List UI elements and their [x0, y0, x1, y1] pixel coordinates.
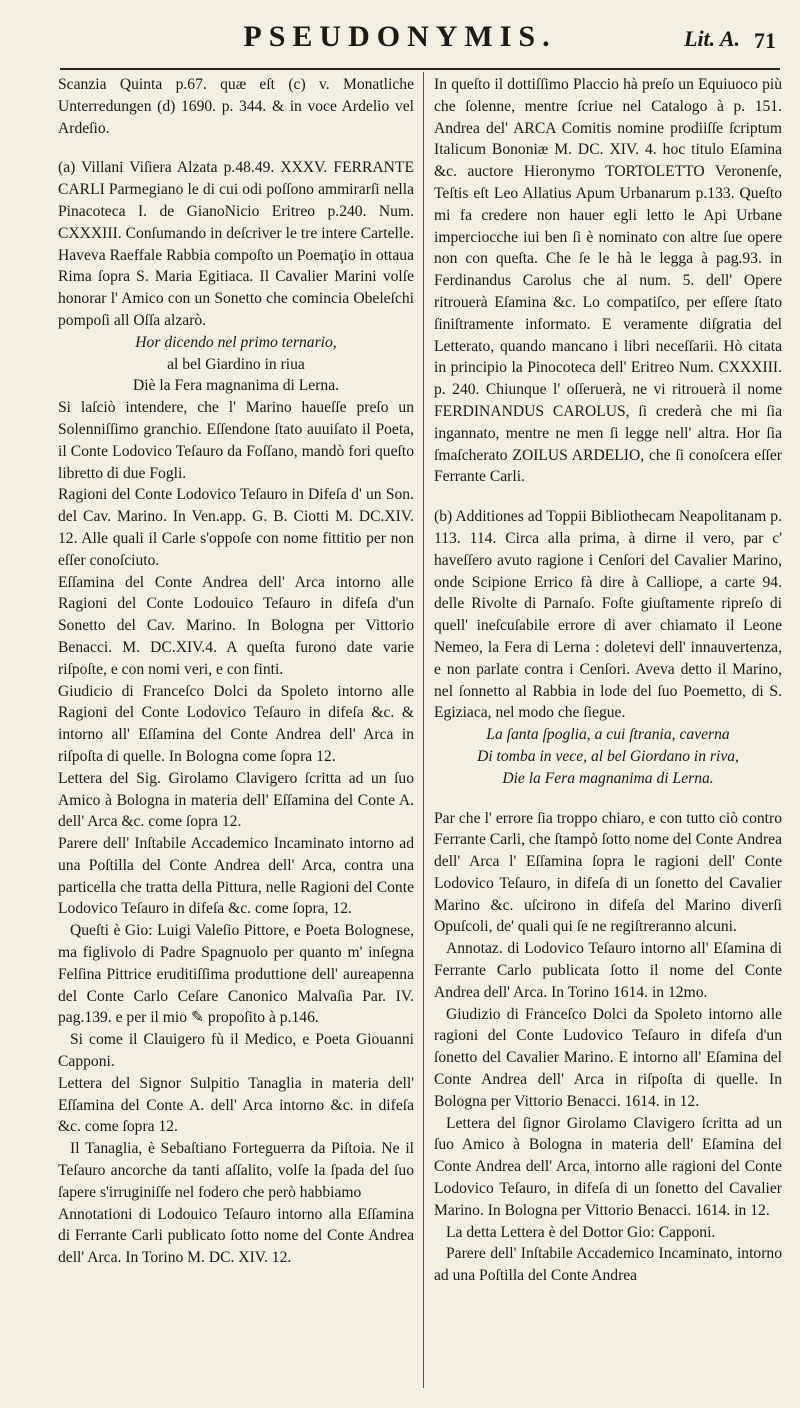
note-valesio: Queſti è Gio: Luigi Valeſio Pittore, e Poeta Bolognese, ma figlivolo di Padre Spagnuolo per quanto m' inſegna Felſina Pittrice eruditiſſima produttione dell' aureapenna del Conte Carlo Ceſare Canonico Malvaſia Par. IV. pag.139. e per il mio ✎ propoſito à p.146.	[58, 922, 414, 1027]
page-number: 71	[754, 28, 776, 53]
entry-giudicio: Giudicio di Franceſco Dolci da Spoleto intorno alle Ragioni del Conte Lodovico Teſauro in difeſa &c. & intorno all' Eſſamina del Conte Andrea dell' Arca in riſpoſta di quelle. In Bologna come ſopra 12.	[58, 682, 414, 765]
footnote-b: (b) Additiones ad Toppii Bibliothecam Neapolitanam p. 113. 114. Circa alla prima, à dirne il vero, par c' haveſſero avuto ragione i Cenſori del Cavalier Marino, onde Scipione Errico fà dire à Calliope, a carte 94. delle Rivolte di Parnaſo. Foſte giuſtamente ripreſo di quell' ineſcuſabile errore di aver chiamato il Leone Nemeo, la Fera di Lerna : doletevi dell' innauvertenza, e non parlate contra i Cenſori. Aveva detto il Marino, nel ſonnetto al Rabbia in lode del ſuo Poemetto, di S. Egiziaca, nel modo che ſiegue.	[434, 508, 782, 722]
quoted-sonnet	[434, 724, 782, 789]
note-clavigero: Si come il Clauigero fù il Medico, e Poeta Giouanni Capponi.	[58, 1031, 414, 1071]
note-capponi: La detta Lettera è del Dottor Gio: Capponi.	[446, 1223, 716, 1241]
quoted-verse-line-2: al bel Giardino in riua	[167, 355, 305, 373]
entry-essamina: Eſſamina del Conte Andrea dell' Arca intorno alle Ragioni del Conte Lodouico Teſauro in difeſa d'un Sonetto del Cav. Marino. In Bologna per Vittorio Benacci. M. DC.XIV.4. A queſta furono date varie riſpoſte, e con nomi veri, e con finti.	[58, 573, 414, 678]
column-divider	[423, 72, 424, 1388]
left-paragraph-3: Si laſciò intendere, che l' Marino haueſſe preſo un Solenniſſimo granchio. Eſſendone ſtato auuiſato il Poeta, il Conte Lodovico Teſauro da Foſſano, mandò fori queſto libretto di due Fogli.	[58, 399, 414, 482]
left-column	[58, 74, 414, 1269]
section-mark: Lit. A.	[684, 26, 741, 51]
running-title: PSEUDONYMIS.	[243, 20, 557, 53]
footnote-a: (a) Villani Viſiera Alzata p.48.49. XXXV. FERRANTE CARLI Parmegiano le di cui odi poſſono ammirarſi nella Pinacoteca I. de GianoNicio Eritreo p.240. Num. CXXXIII. Conſumando in deſcriver le tre intere Cartelle. Haveva Raeffale Rabbia compoſto un Poemaţio in ottaua Rima ſopra S. Maria Egitiaca. Il Cavalier Marini volſe honorar l' Amico con un Sonetto che comincia Obeleſchi pompoſi all Oſſa alzarò.	[58, 159, 414, 329]
note-tanaglia: Il Tanaglia, è Sebaſtiano Forteguerra da Piſtoia. Ne il Teſauro ancorche da tanti aſſalito, volſe la ſpada del ſuo ſapere s'irruginiſſe nel fodero che però habbiamo	[58, 1140, 414, 1201]
entry-giudizio: Giudizio di Franceſco Dolci da Spoleto intorno alle ragioni del Conte Ludovico Teſauro in difeſa d'un ſonetto del Cavalier Marino. E intorno all' Eſamina del Conte Andrea dell' Arca in riſpoſta di quelle. In Bologna per Vittorio Benacci. 1614. in 12.	[434, 1005, 782, 1110]
sonnet-line-1: La ſanta ſpoglia, a cui ſtrania, caverna	[486, 726, 730, 744]
entry-annotaz: Annotaz. di Lodovico Teſauro intorno all' Eſamina di Ferrante Carlo publicata ſotto il nome del Conte Andrea dell' Arca. In Torino 1614. in 12mo.	[434, 940, 782, 1001]
right-paragraph-3: Par che l' errore ſia troppo chiaro, e con tutto ciò contro Ferrante Carli, che ſtampò ſotto nome del Conte Andrea dell' Arca l' Eſſamina ſopra le ragioni dell' Conte Lodovico Teſauro, in difeſa di un ſonetto del Cavalier Marino &c. uſcirono in difeſa del Marino diverſi Opuſcoli, de' quali qui ſe ne regiſtreranno alcuni.	[434, 809, 782, 936]
entry-ragioni: Ragioni del Conte Lodovico Teſauro in Difeſa d' un Son. del Cav. Marino. In Ven.app. G. B. Ciotti M. DC.XIV. 12. Alle quali il Carle s'oppoſe con nome fittitio per non eſſer conoſciuto.	[58, 486, 414, 569]
right-paragraph-1: In queſto il dottiſſimo Placcio hà preſo un Equiuoco più che ſolenne, mentre ſcriue nel Catalogo à p. 151. Andrea del' ARCA Comitis nomine prodiiſſe ſcriptum Italicum Bononiæ M. DC. XIV. 4. hoc titulo Eſamina &c. auctore Hieronymo TORTOLETTO Veronenſe, Teſtis eſt Leo Allatius Apum Urbanarum p.133. Queſto mi fa credere non hauer egli letto le Api Urbane imperciocche iui ben ſi è nominato con altre ſue opere non con queſta. Che ſe le hà le legga à pag.93. in Ferdinandus Carolus che al num. 5. dell' Opere ritrouerà Eſamina &c. Lo compatiſco, per eſſere ſtato ſiniſtramente informato. E veramente diſgratia del Letterato, quando mancano i libri neceſſarii. Hò citata in principio la Pinocoteca dell' Eritreo Num. CXXXIII. p. 240. Chiunque l' oſſeruerà, ne vi ritrouerà il nome FERDINANDUS CAROLUS, ſi crederà che mi ſia ingannato, mentre ne men ſi legge nell' altra. Hor ſia ſmaſcherato ZOILUS ARDELIO, che ſi conoſcera eſſer Ferrante Carli.	[434, 76, 782, 486]
sonnet-line-2: Di tomba in vece, al bel Giordano in riva,	[477, 747, 739, 765]
entry-lettera: Lettera del ſignor Girolamo Clavigero ſcritta ad un ſuo Amico à Bologna in materia dell' Eſamina del Conte Andrea dell' Arca, intorno alle ragioni del Conte Lodovico Teſauro, in difeſa di un ſonetto del Cavalier Marino. In Bologna per Vittorio Benacci. 1614. in 12.	[434, 1114, 782, 1219]
left-paragraph-1: Scanzia Quinta p.67. quæ eſt (c) v. Monatliche Unterredungen (d) 1690. p. 344. & in voce Ardelio vel Ardeſio.	[58, 76, 414, 137]
quoted-verse-line-3: Diè la Fera magnanima di Lerna.	[132, 377, 340, 395]
entry-lettera-tanaglia: Lettera del Signor Sulpitio Tanaglia in materia dell' Eſſamina del Conte A. dell' Arca intorno &c. in difeſa &c. come ſopra 12.	[58, 1074, 414, 1136]
sonnet-line-3: Die la Fera magnanima di Lerna.	[502, 769, 714, 787]
right-column	[434, 74, 782, 1287]
header-rule	[60, 68, 780, 70]
entry-lettera-clavigero: Lettera del Sig. Girolamo Clavigero ſcritta ad un ſuo Amico à Bologna in materia dell' Eſſamina del Conte A. dell' Arca &c. come ſopra 12.	[58, 769, 414, 831]
entry-parere: Parere dell' Inſtabile Accademico Incaminato intorno ad una Poſtilla del Conte Andrea dell' Arca, contra una particella che tratta della Pittura, nelle Ragioni del Conte Lodovico Teſauro in difeſa &c. come ſopra, 12.	[58, 835, 414, 918]
running-head	[0, 20, 800, 70]
quoted-verse-line-1: Hor dicendo nel primo ternario,	[135, 333, 337, 351]
entry-parere-right: Parere dell' Inſtabile Accademico Incaminato, intorno ad una Poſtilla del Conte Andrea	[434, 1245, 782, 1285]
entry-annotationi: Annotationi di Lodouico Teſauro intorno alla Eſſamina di Ferrante Carli publicato ſotto nome del Conte Andrea dell' Arca. In Torino M. DC. XIV. 12.	[58, 1205, 414, 1267]
